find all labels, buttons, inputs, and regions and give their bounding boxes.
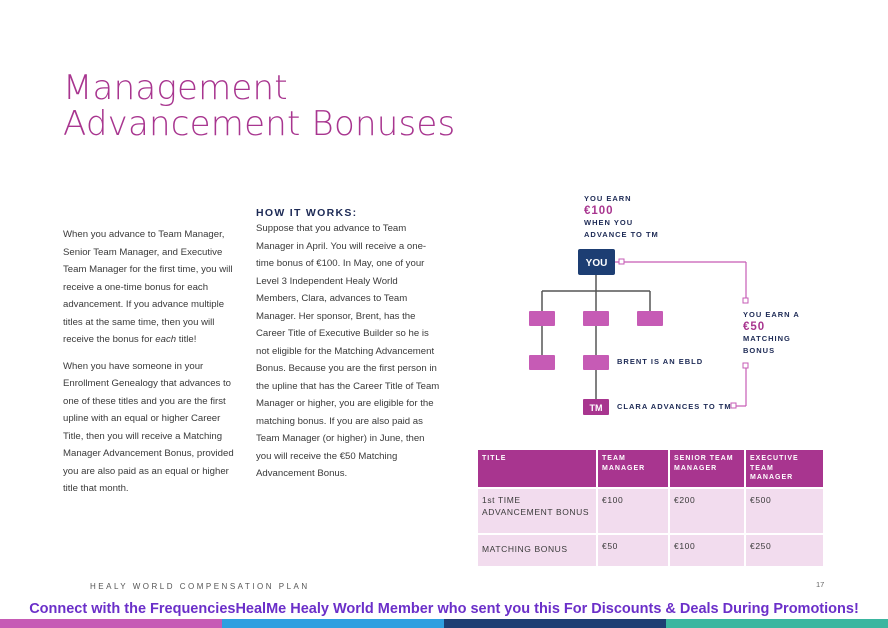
table-cell: €50	[597, 534, 669, 566]
connector-dot	[743, 363, 748, 368]
page-title-line2: Advancement Bonuses	[63, 104, 456, 144]
page-number: 17	[816, 580, 825, 589]
earn-100-callout: YOU EARN €100 WHEN YOU ADVANCE TO TM	[584, 194, 659, 239]
bar-teal	[666, 619, 888, 628]
level1-node	[529, 311, 555, 326]
table-cell: 1st TIME ADVANCEMENT BONUS	[478, 488, 597, 534]
connector-dot	[619, 259, 624, 264]
table-cell: MATCHING BONUS	[478, 534, 597, 566]
how-it-works-heading: HOW IT WORKS:	[256, 207, 358, 219]
how-it-works-body: Suppose that you advance to Team Manager in April. You will receive a one-time bonus of €100. In May, one of your Level 3 Independent Healy World Members, Clara, advances to Team Manager. Her sponsor, Brent, has the Career Title of Executive Builder so he is not eligible for the Matching Advancement Bonus. Because you are the first person in the upline that has the Career Title of Team Manager or higher, you are eligible for the matching bonus. If you are also paid as Team Manager (or higher) in June, then you will receive the €50 Matching Advancement Bonus.	[256, 223, 440, 479]
level2-node	[529, 355, 555, 370]
bar-blue	[222, 619, 444, 628]
table-header-tm: TEAM MANAGER	[597, 450, 669, 488]
intro-paragraph-2: When you have someone in your Enrollment Genealogy that advances to one of these titles and you are the first upline with an equal or higher Career Title, then you will receive a Matching Manager Advancement Bonus, provided you are also paid as an equal or higher title that month.	[63, 360, 234, 494]
table-header-title: TITLE	[478, 450, 597, 488]
brent-label: BRENT IS AN EBLD	[617, 357, 704, 366]
table-header-etm: EXECUTIVE TEAM MANAGER	[745, 450, 823, 488]
promo-banner[interactable]: Connect with the FrequenciesHealMe Healy World Member who sent you this For Discounts & Deals During Promotions!	[29, 601, 859, 617]
table-header-row	[478, 450, 823, 488]
footer-doc-title: HEALY WORLD COMPENSATION PLAN	[90, 582, 310, 591]
page-title-line1: Management	[63, 68, 288, 108]
table-row	[478, 534, 823, 566]
bar-magenta	[0, 619, 222, 628]
tm-node-label: TM	[589, 403, 603, 413]
color-bars	[0, 619, 888, 628]
level1-node	[637, 311, 663, 326]
table-cell: €200	[669, 488, 745, 534]
table-row	[478, 488, 823, 534]
connector-dot	[743, 298, 748, 303]
table-cell: €100	[669, 534, 745, 566]
earn-50-callout: YOU EARN A €50 MATCHING BONUS	[743, 310, 800, 355]
bonus-table	[478, 450, 823, 566]
table-cell: €100	[597, 488, 669, 534]
brent-node	[583, 355, 609, 370]
clara-label: CLARA ADVANCES TO TM	[617, 402, 732, 411]
level1-node	[583, 311, 609, 326]
intro-emphasis: each	[155, 334, 177, 345]
table-cell: €250	[745, 534, 823, 566]
connector-dot	[731, 403, 736, 408]
table-header-stm: SENIOR TEAM MANAGER	[669, 450, 745, 488]
table-cell: €500	[745, 488, 823, 534]
intro-paragraph-1: When you advance to Team Manager, Senior Team Manager, and Executive Team Manager for the first time, you will receive a one-time bonus for each advancement. If you advance multiple titles at the same time, then you will receive the bonus for each title!	[63, 229, 233, 345]
you-node-label: YOU	[585, 258, 608, 269]
bar-navy	[444, 619, 666, 628]
